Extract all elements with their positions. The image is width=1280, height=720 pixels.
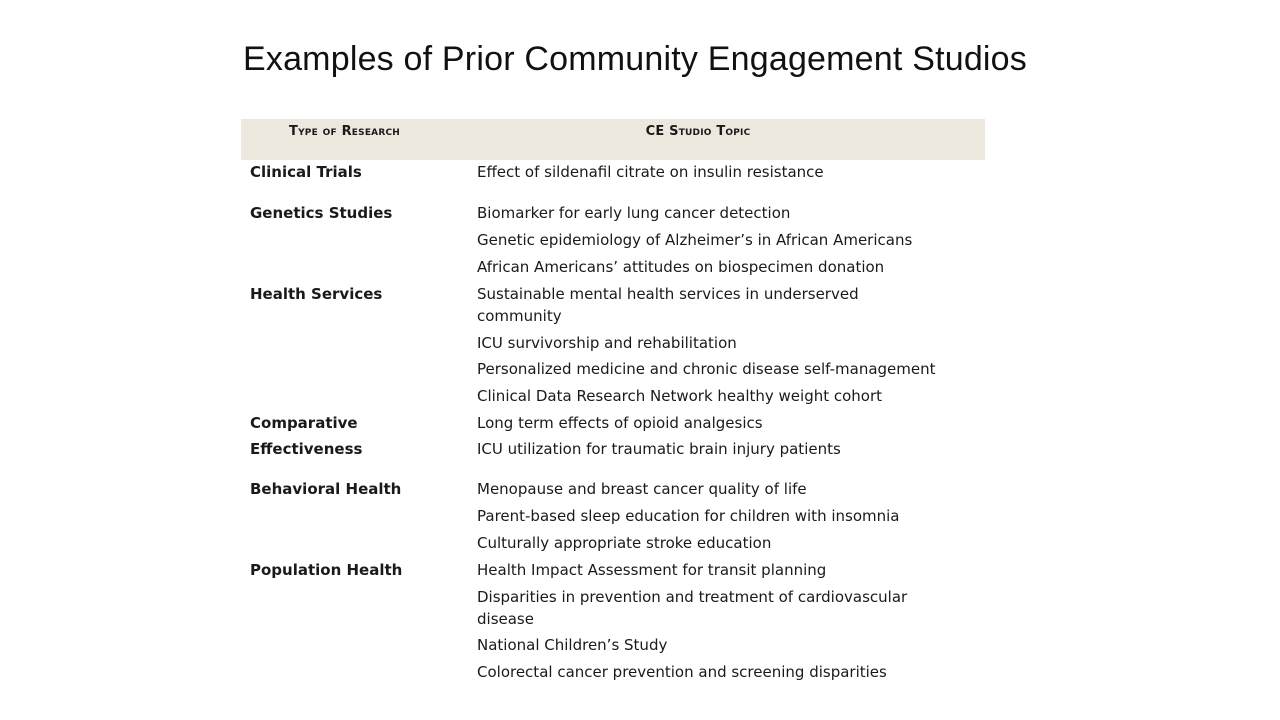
topic-cell: Parent-based sleep education for children with insomnia bbox=[477, 507, 900, 525]
topic-cell: Sustainable mental health services in underserved community bbox=[477, 285, 859, 325]
topic-cell: Genetic epidemiology of Alzheimer’s in African Americans bbox=[477, 231, 913, 249]
topic-cell: African Americans’ attitudes on biospecimen donation bbox=[477, 258, 885, 276]
topic-cell: Clinical Data Research Network healthy weight cohort bbox=[477, 387, 883, 405]
topic-cell: Menopause and breast cancer quality of life bbox=[477, 480, 807, 498]
header-ce-studio-topic: CE Studio Topic bbox=[645, 124, 751, 139]
topic-cell: ICU survivorship and rehabilitation bbox=[477, 334, 737, 352]
type-cell-genetics-studies: Genetics Studies bbox=[250, 204, 393, 222]
topic-cell: Culturally appropriate stroke education bbox=[477, 534, 772, 552]
type-cell-behavioral-health: Behavioral Health bbox=[250, 480, 402, 498]
type-cell-health-services: Health Services bbox=[250, 285, 383, 303]
type-cell-clinical-trials: Clinical Trials bbox=[250, 163, 362, 181]
type-cell-effectiveness: Effectiveness bbox=[250, 440, 363, 458]
table-header bbox=[241, 119, 985, 160]
topic-cell: Health Impact Assessment for transit planning bbox=[477, 561, 827, 579]
type-cell-comparative: Comparative bbox=[250, 414, 358, 432]
type-cell-population-health: Population Health bbox=[250, 561, 403, 579]
topic-cell: Long term effects of opioid analgesics bbox=[477, 414, 763, 432]
topic-cell: ICU utilization for traumatic brain injury patients bbox=[477, 440, 841, 458]
topic-cell: Colorectal cancer prevention and screening disparities bbox=[477, 663, 887, 681]
topic-cell: Effect of sildenafil citrate on insulin resistance bbox=[477, 163, 824, 181]
topic-cell: Biomarker for early lung cancer detection bbox=[477, 204, 791, 222]
topic-cell: National Children’s Study bbox=[477, 636, 668, 654]
slide-title: Examples of Prior Community Engagement Studios bbox=[243, 40, 1027, 78]
topic-cell: Personalized medicine and chronic disease self-management bbox=[477, 360, 936, 378]
header-type-of-research: Type of Research bbox=[289, 124, 401, 139]
topic-cell: Disparities in prevention and treatment of cardiovascular disease bbox=[477, 588, 908, 628]
